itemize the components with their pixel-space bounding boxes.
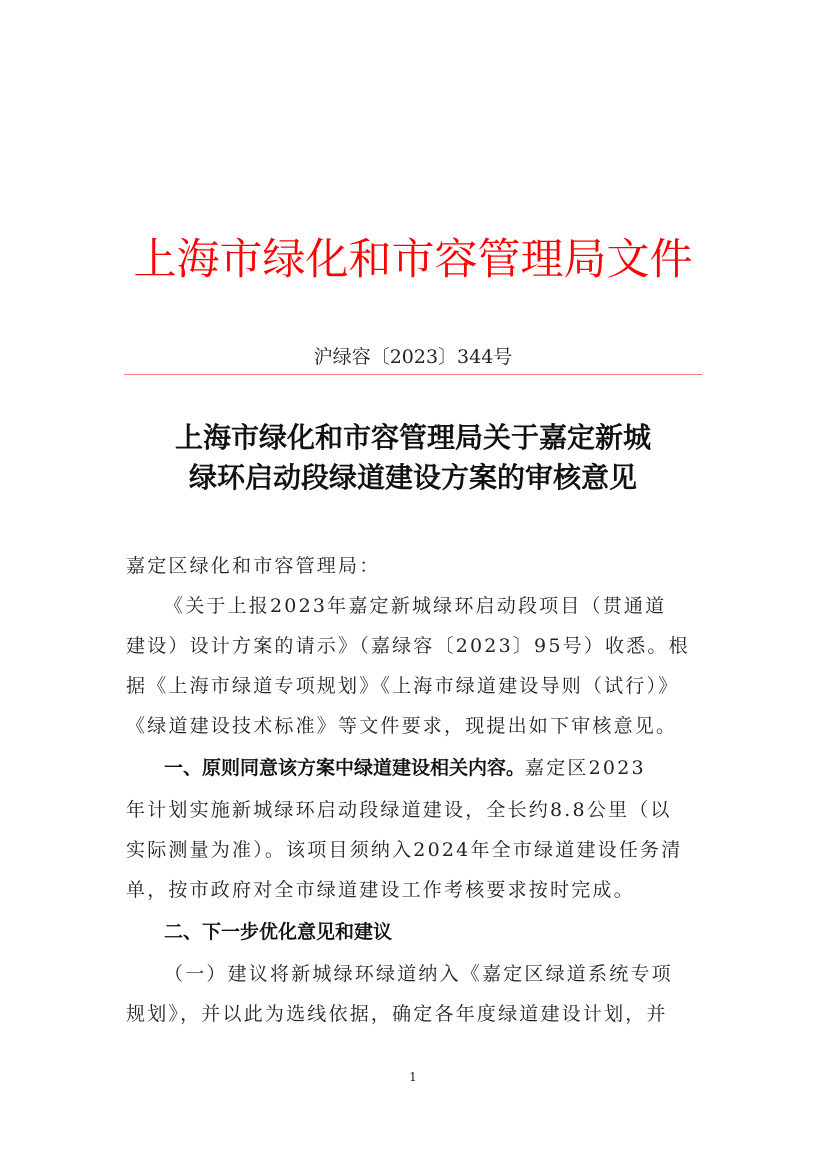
paragraph-line: （一）建议将新城绿环绿道纳入《嘉定区绿道系统专项 xyxy=(164,963,673,985)
paragraph-line: 建设）设计方案的请示》（嘉绿容〔2023〕95号）收悉。根 xyxy=(126,635,690,657)
section-2-heading xyxy=(126,910,716,954)
document-body xyxy=(126,546,716,1034)
document-title xyxy=(124,418,702,498)
section-2-heading-text: 二、下一步优化意见和建议 xyxy=(164,921,393,943)
paragraph-line: 《绿道建设技术标准》等文件要求，现提出如下审核意见。 xyxy=(126,715,678,737)
paragraph-line: 年计划实施新城绿环启动段绿道建设，全长约8.8公里（以 xyxy=(126,799,672,821)
paragraph-line: 实际测量为准）。该项目须纳入2024年全市绿道建设任务清 xyxy=(126,839,683,861)
addressee: 嘉定区绿化和市容管理局： xyxy=(126,555,381,577)
paragraph-line: 《关于上报2023年嘉定新城绿环启动段项目（贯通道 xyxy=(164,595,667,617)
section-1-text-start: 嘉定区2023 xyxy=(525,757,646,779)
document-number: 沪绿容〔2023〕344号 xyxy=(313,346,513,368)
document-masthead: 上海市绿化和市容管理局文件 xyxy=(133,235,693,285)
section-1 xyxy=(126,746,716,790)
title-line-2: 绿环启动段绿道建设方案的审核意见 xyxy=(188,461,637,494)
section-1-heading: 一、原则同意该方案中绿道建设相关内容。 xyxy=(164,757,526,779)
red-divider-line xyxy=(124,374,702,375)
paragraph-line: 单，按市政府对全市绿道建设工作考核要求按时完成。 xyxy=(126,879,635,901)
paragraph-line: 据《上海市绿道专项规划》《上海市绿道建设导则（试行）》 xyxy=(126,675,680,697)
paragraph-line: 规划》，并以此为选线依据，确定各年度绿道建设计划，并 xyxy=(126,1003,668,1025)
page-number: 1 xyxy=(409,1070,417,1084)
title-line-1: 上海市绿化和市容管理局关于嘉定新城 xyxy=(174,421,651,454)
